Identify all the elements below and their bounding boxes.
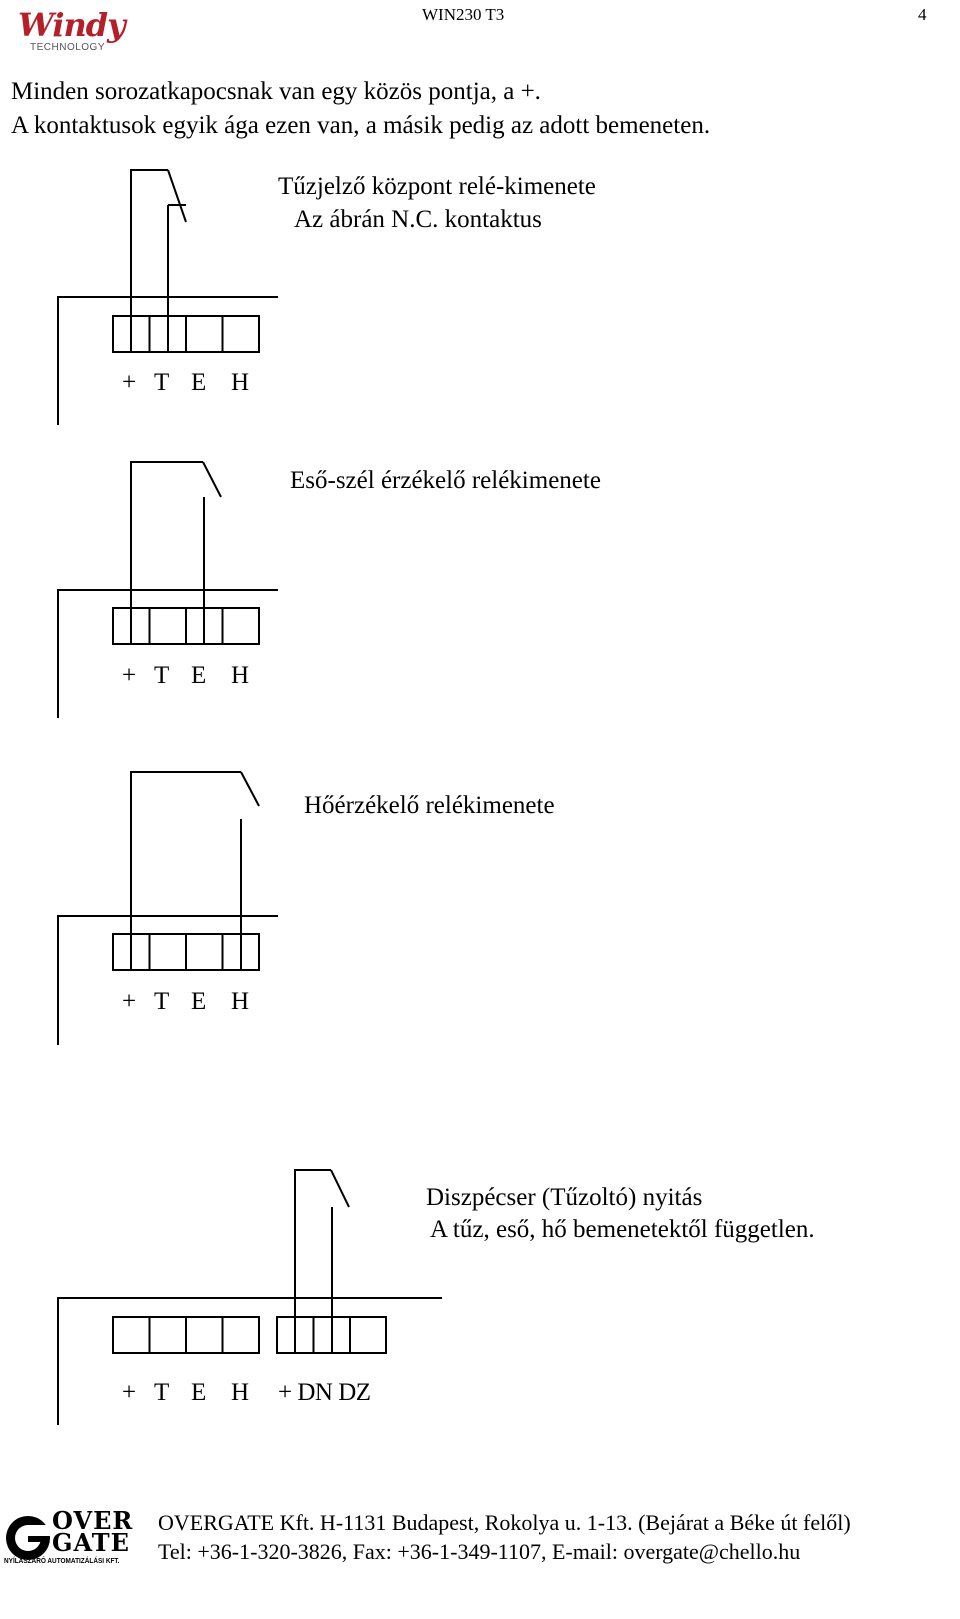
terminal-label-plus: + bbox=[122, 369, 137, 396]
page-number: 4 bbox=[918, 5, 927, 24]
diagram-1-caption-line-1: Tűzjelző központ relé-kimenete bbox=[278, 173, 596, 200]
terminal-label-h: H bbox=[231, 988, 250, 1015]
terminal-label-t: T bbox=[154, 1379, 170, 1406]
terminal-label-t: T bbox=[154, 662, 170, 689]
terminal-label-plus: + bbox=[122, 1379, 137, 1406]
terminal-label-plus: + bbox=[122, 662, 137, 689]
windy-logo-text: Windy bbox=[18, 6, 125, 44]
terminal-label-e: E bbox=[191, 369, 207, 396]
diagram-4-caption-line-1: Diszpécser (Tűzoltó) nyitás bbox=[426, 1184, 703, 1211]
terminal-label-plus: + bbox=[122, 988, 137, 1015]
overgate-logo-text-top: OVER bbox=[52, 1506, 134, 1535]
terminal-label-e: E bbox=[191, 988, 207, 1015]
terminal-label-e: E bbox=[191, 662, 207, 689]
diagram-1-caption-line-2: Az ábrán N.C. kontaktus bbox=[294, 206, 542, 233]
terminal-label-h: H bbox=[231, 369, 250, 396]
footer-address: OVERGATE Kft. H-1131 Budapest, Rokolya u. 1-13. (Bejárat a Béke út felől) bbox=[158, 1510, 851, 1535]
diagram-3-caption: Hőérzékelő relékimenete bbox=[304, 792, 555, 819]
overgate-logo-subtext: NYÍLÁSZÁRÓ AUTOMATIZÁLÁSI KFT. bbox=[4, 1558, 120, 1565]
footer-contact: Tel: +36-1-320-3826, Fax: +36-1-349-1107, E-mail: overgate@chello.hu bbox=[158, 1539, 801, 1564]
terminal-label-e: E bbox=[191, 1379, 207, 1406]
diagram-2-caption: Eső-szél érzékelő relékimenete bbox=[290, 467, 601, 494]
intro-line-2: A kontaktusok egyik ága ezen van, a másik pedig az adott bemeneten. bbox=[11, 112, 711, 139]
terminal-label-t: T bbox=[154, 369, 170, 396]
terminal-label-h: H bbox=[231, 1379, 250, 1406]
diagram-dispatcher-open bbox=[58, 1170, 442, 1425]
terminal-labels-dn-dz: + DN DZ bbox=[278, 1379, 371, 1406]
terminal-label-t: T bbox=[154, 988, 170, 1015]
intro-line-1: Minden sorozatkapocsnak van egy közös pontja, a +. bbox=[11, 78, 541, 105]
overgate-logo-text-bottom: GATE bbox=[52, 1528, 130, 1557]
overgate-logo bbox=[4, 1506, 134, 1619]
windy-logo-subtext: TECHNOLOGY bbox=[30, 42, 106, 53]
diagram-4-caption-line-2: A tűz, eső, hő bemenetektől független. bbox=[430, 1216, 815, 1243]
terminal-label-h: H bbox=[231, 662, 250, 689]
document-title: WIN230 T3 bbox=[422, 5, 505, 24]
